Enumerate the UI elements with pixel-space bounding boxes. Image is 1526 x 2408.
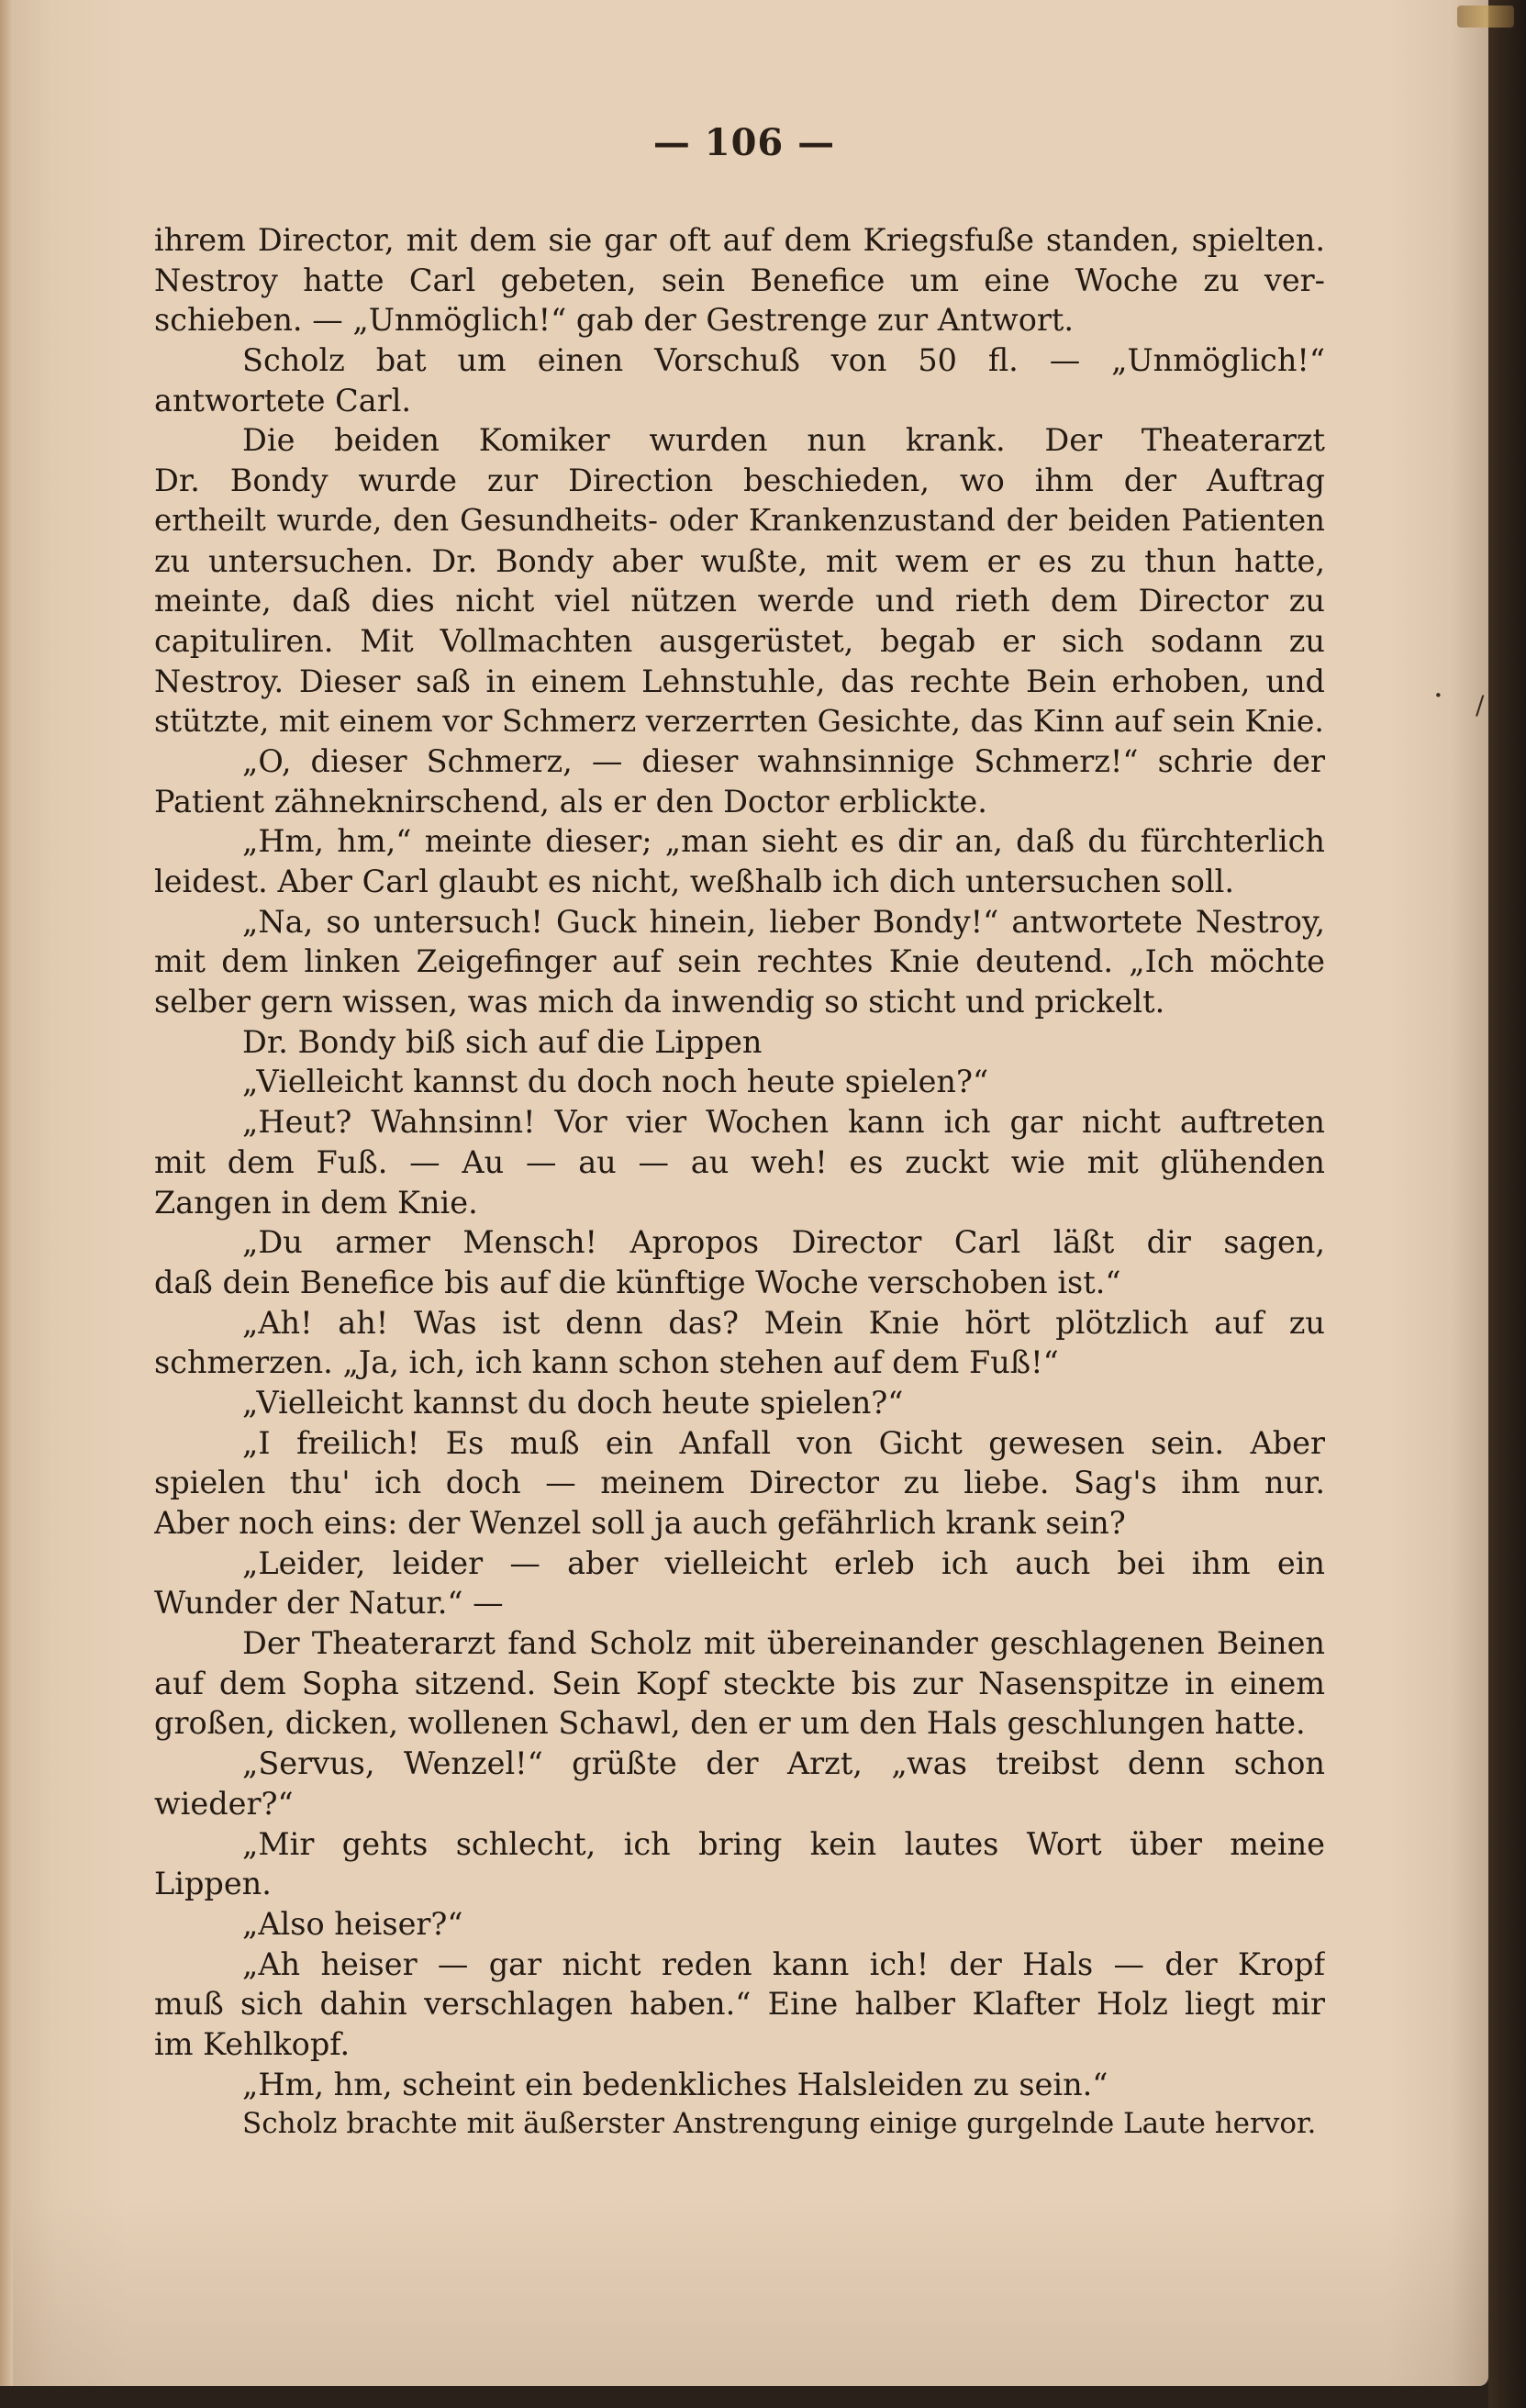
text-line: „Leider, leider — aber vielleicht erleb ich auch bei ihm ein [242, 1544, 1325, 1581]
text-line: „Ah! ah! Was ist denn das? Mein Knie hört plötzlich auf zu [242, 1304, 1325, 1341]
text-line: Nestroy hatte Carl gebeten, sein Benefice um eine Woche zu ver- [154, 262, 1325, 298]
text-line: Scholz brachte mit äußerster Anstrengung einige gurgelnde Laute hervor. [242, 2107, 1317, 2141]
text-line: muß sich dahin verschlagen haben.“ Eine halber Klafter Holz liegt mir [154, 1986, 1325, 2023]
page-number: — 106 — [652, 121, 836, 164]
text-line: antwortete Carl. [154, 382, 412, 418]
text-line: Wunder der Natur.“ — [154, 1585, 504, 1622]
text-line: „Servus, Wenzel!“ grüßte der Arzt, „was treibst denn schon [242, 1745, 1325, 1782]
text-line: wieder?“ [154, 1785, 294, 1822]
text-line: leidest. Aber Carl glaubt es nicht, weßhalb ich dich untersuchen soll. [154, 864, 1235, 899]
text-line: spielen thu' ich doch — meinem Director zu liebe. Sag's ihm nur. [154, 1465, 1325, 1501]
text-line: Nestroy. Dieser saß in einem Lehnstuhle, das rechte Bein erhoben, und [154, 663, 1325, 699]
text-line: „O, dieser Schmerz, — dieser wahnsinnige Schmerz!“ schrie der [242, 742, 1325, 779]
text-line: „Also heiser?“ [242, 1905, 463, 1942]
gilt-corner [1457, 6, 1514, 28]
margin-mark: / [1476, 690, 1485, 720]
text-line: „Vielleicht kannst du doch noch heute spielen?“ [242, 1064, 989, 1100]
book-cover-edge [1488, 0, 1526, 2408]
margin-mark: · [1433, 677, 1443, 714]
text-line: auf dem Sopha sitzend. Sein Kopf steckte bis zur Nasenspitze in einem [154, 1665, 1325, 1701]
text-line: daß dein Benefice bis auf die künftige Woche verschoben ist.“ [154, 1264, 1121, 1300]
text-line: „Du armer Mensch! Apropos Director Carl läßt dir sagen, [242, 1224, 1325, 1261]
text-line: selber gern wissen, was mich da inwendig so sticht und prickelt. [154, 984, 1165, 1020]
text-line: stützte, mit einem vor Schmerz verzerrten Gesichte, das Kinn auf sein Knie. [154, 703, 1324, 740]
text-line: „Ah heiser — gar nicht reden kann ich! der Hals — der Kropf [242, 1945, 1325, 1982]
text-line: Patient zähneknirschend, als er den Doctor erblickte. [154, 783, 987, 819]
text-line: capituliren. Mit Vollmachten ausgerüstet, begab er sich sodann zu [154, 622, 1325, 659]
text-line: Dr. Bondy wurde zur Direction beschieden, wo ihm der Auftrag [154, 463, 1325, 499]
text-line: „Hm, hm, scheint ein bedenkliches Halsleiden zu sein.“ [242, 2066, 1108, 2102]
text-line: Dr. Bondy biß sich auf die Lippen [242, 1023, 763, 1060]
text-line: „Na, so untersuch! Guck hinein, lieber Bondy!“ antwortete Nestroy, [242, 903, 1325, 940]
text-line: „Heut? Wahnsinn! Vor vier Wochen kann ich gar nicht auftreten [242, 1104, 1325, 1141]
text-line: Scholz bat um einen Vorschuß von 50 fl. — „Unmöglich!“ [242, 342, 1325, 379]
text-line: mit dem linken Zeigefinger auf sein rechtes Knie deutend. „Ich möchte [154, 943, 1325, 980]
text-line: meinte, daß dies nicht viel nützen werde und rieth dem Director zu [154, 583, 1325, 619]
text-line: schmerzen. „Ja, ich, ich kann schon stehen auf dem Fuß!“ [154, 1344, 1059, 1381]
text-line: Aber noch eins: der Wenzel soll ja auch gefährlich krank sein? [154, 1505, 1126, 1541]
text-line: Zangen in dem Knie. [154, 1184, 478, 1221]
text-line: zu untersuchen. Dr. Bondy aber wußte, mit wem er es zu thun hatte, [154, 542, 1325, 579]
page-gutter-edge [0, 0, 13, 2386]
text-line: ihrem Director, mit dem sie gar oft auf dem Kriegsfuße standen, spielten. [154, 222, 1325, 258]
body-text [154, 220, 1325, 2145]
text-line: ertheilt wurde, den Gesundheits- oder Krankenzustand der beiden Patienten [154, 502, 1325, 538]
text-line: schieben. — „Unmöglich!“ gab der Gestrenge zur Antwort. [154, 302, 1075, 339]
text-line: Der Theaterarzt fand Scholz mit übereinander geschlagenen Beinen [242, 1625, 1325, 1662]
text-line: im Kehlkopf. [154, 2025, 351, 2062]
text-line: mit dem Fuß. — Au — au — au weh! es zuckt wie mit glühenden [154, 1143, 1325, 1180]
text-line: Die beiden Komiker wurden nun krank. Der Theaterarzt [242, 422, 1325, 459]
text-line: „Vielleicht kannst du doch heute spielen?“ [242, 1384, 904, 1421]
text-line: großen, dicken, wollenen Schawl, den er um den Hals geschlungen hatte. [154, 1705, 1306, 1742]
text-line: „Hm, hm,“ meinte dieser; „man sieht es dir an, daß du fürchterlich [242, 823, 1325, 860]
text-line: „I freilich! Es muß ein Anfall von Gicht gewesen sein. Aber [242, 1424, 1325, 1461]
text-line: Lippen. [154, 1866, 272, 1902]
text-line: „Mir gehts schlecht, ich bring kein lautes Wort über meine [242, 1825, 1325, 1862]
